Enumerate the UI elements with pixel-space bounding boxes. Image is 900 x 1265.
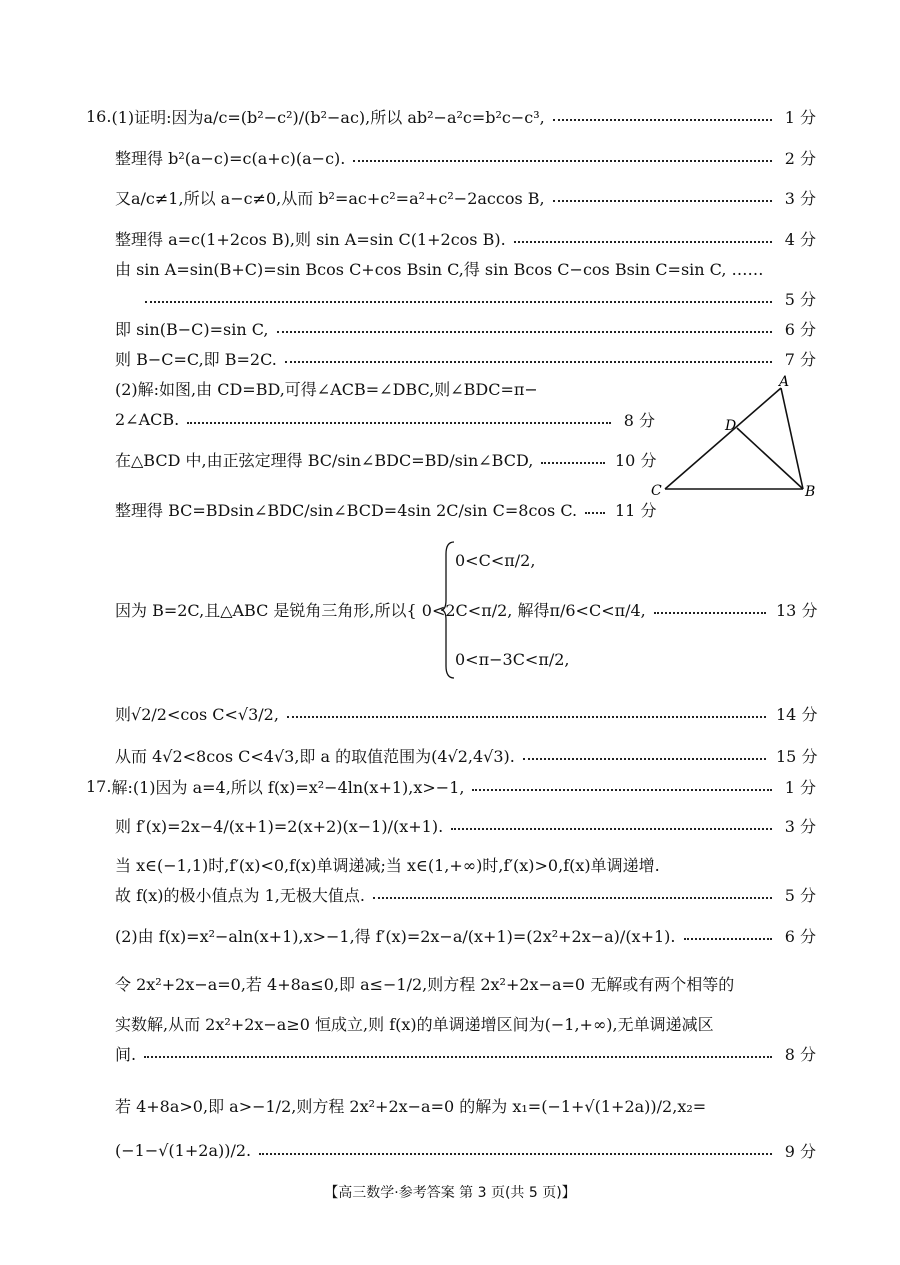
solution-text: 间. (115, 1044, 137, 1064)
solution-text: 即 sin(B−C)=sin C, (115, 319, 269, 339)
score-label: 6 分 (784, 926, 816, 946)
score-label: 5 分 (784, 885, 816, 905)
vertex-label-a: A (779, 374, 790, 390)
vertex-label-b: B (805, 484, 816, 500)
q16-line-8 (115, 343, 816, 373)
dot-leader (287, 716, 766, 718)
dot-leader (187, 422, 611, 424)
dot-leader (451, 828, 772, 830)
score-label: 3 分 (784, 816, 816, 836)
solution-text: 0<C<π/2, (455, 550, 536, 570)
score-label: 14 分 (776, 704, 818, 724)
side-ab (781, 388, 803, 489)
score-label: 8 分 (623, 410, 655, 430)
q16-line-6 (145, 283, 816, 313)
solution-text: 在△BCD 中,由正弦定理得 BC/sin∠BDC=BD/sin∠BCD, (115, 450, 534, 470)
vertex-label-c: C (651, 483, 662, 499)
q17-line-6 (115, 968, 816, 998)
score-label: 1 分 (784, 107, 816, 127)
solution-text: 若 4+8a>0,即 a>−1/2,则方程 2x²+2x−a=0 的解为 x₁=(−1+√(1+2a))/2,x₂= (115, 1096, 707, 1116)
triangle-figure (645, 372, 825, 507)
score-label: 8 分 (784, 1044, 816, 1064)
q16-line-3 (115, 182, 816, 212)
solution-text: 0<π−3C<π/2, (455, 649, 570, 669)
q16-line-4 (115, 223, 816, 253)
solution-text: 整理得 BC=BDsin∠BDC/sin∠BCD=4sin 2C/sin C=8cos C. (115, 500, 578, 520)
solution-text: 整理得 a=c(1+2cos B),则 sin A=sin C(1+2cos B). (115, 229, 506, 249)
q17-line-8 (115, 1038, 816, 1068)
q16-line-9 (115, 373, 655, 403)
dot-leader (353, 160, 772, 162)
q16-line-16 (115, 698, 816, 728)
q16-line-2 (115, 142, 816, 172)
score-label: 10 分 (615, 450, 657, 470)
dot-leader (585, 512, 605, 514)
score-label: 6 分 (784, 319, 816, 339)
q16-line-15 (455, 644, 755, 674)
solution-text: 故 f(x)的极小值点为 1,无极大值点. (115, 885, 365, 905)
dot-leader (144, 1056, 772, 1058)
score-label: 11 分 (615, 500, 657, 520)
q17-line-7 (115, 1008, 816, 1038)
solution-text: 当 x∈(−1,1)时,f′(x)<0,f(x)单调递减;当 x∈(1,+∞)时,f′(x)>0,f(x)单调递增. (115, 855, 660, 875)
q16-line-5 (115, 253, 816, 283)
dot-leader (259, 1153, 772, 1155)
q17-line-10 (115, 1135, 816, 1165)
q16-line-11 (115, 444, 655, 474)
solution-text: (2)由 f(x)=x²−aln(x+1),x>−1,得 f′(x)=2x−a/(x+1)=(2x²+2x−a)/(x+1). (115, 926, 676, 946)
dot-leader (145, 301, 772, 303)
solution-text: 解:(1)因为 a=4,所以 f(x)=x²−4ln(x+1),x>−1, (111, 777, 465, 797)
q16-line-13 (455, 545, 755, 575)
q17-line-3 (115, 849, 816, 879)
solution-text: 实数解,从而 2x²+2x−a≥0 恒成立,则 f(x)的单调递增区间为(−1,+∞),无单调递减区 (115, 1014, 714, 1034)
side-ca (665, 388, 781, 489)
q17-line-5 (115, 920, 816, 950)
q16-line-12 (115, 494, 655, 524)
dot-leader (553, 200, 772, 202)
segment-db (737, 428, 803, 489)
q17-line-1 (86, 771, 816, 801)
dot-leader (523, 758, 766, 760)
dot-leader (514, 241, 772, 243)
score-label: 9 分 (784, 1141, 816, 1161)
q16-line-14 (115, 594, 816, 624)
q17-line-9 (115, 1090, 816, 1120)
score-label: 4 分 (784, 229, 816, 249)
score-label: 15 分 (776, 746, 818, 766)
dot-leader (541, 462, 605, 464)
solution-text: 由 sin A=sin(B+C)=sin Bcos C+cos Bsin C,得 sin Bcos C−cos Bsin C=sin C, …… (115, 259, 764, 279)
score-label: 3 分 (784, 188, 816, 208)
dot-leader (277, 331, 773, 333)
solution-text: 则 B−C=C,即 B=2C. (115, 349, 277, 369)
question-number: 17. (86, 776, 112, 796)
dot-leader (654, 612, 766, 614)
score-label: 2 分 (784, 148, 816, 168)
score-label: 13 分 (776, 600, 818, 620)
solution-text: 从而 4√2<8cos C<4√3,即 a 的取值范围为(4√2,4√3). (115, 746, 515, 766)
q16-line-17 (115, 740, 816, 770)
brace-icon (440, 540, 456, 680)
solution-text: (−1−√(1+2a))/2. (115, 1140, 252, 1160)
q16-line-1 (86, 101, 816, 131)
solution-text: 2∠ACB. (115, 409, 180, 429)
page-footer: 【高三数学·参考答案 第 3 页(共 5 页)】 (324, 1185, 576, 1201)
solution-text: (1)证明:因为a/c=(b²−c²)/(b²−ac),所以 ab²−a²c=b²c−c³, (111, 107, 545, 127)
q17-line-4 (115, 879, 816, 909)
solution-text: 整理得 b²(a−c)=c(a+c)(a−c). (115, 148, 346, 168)
q16-line-10 (115, 404, 655, 434)
dot-leader (285, 361, 772, 363)
solution-text: 则 f′(x)=2x−4/(x+1)=2(x+2)(x−1)/(x+1). (115, 816, 444, 836)
q17-line-2 (115, 810, 816, 840)
score-label: 7 分 (784, 349, 816, 369)
dot-leader (373, 897, 772, 899)
dot-leader (472, 789, 772, 791)
score-label: 5 分 (784, 289, 816, 309)
solution-text: 则√2/2<cos C<√3/2, (115, 704, 279, 724)
solution-text: 令 2x²+2x−a=0,若 4+8a≤0,即 a≤−1/2,则方程 2x²+2x−a=0 无解或有两个相等的 (115, 974, 735, 994)
q16-line-7 (115, 313, 816, 343)
dot-leader (553, 119, 772, 121)
vertex-label-d: D (725, 418, 737, 434)
score-label: 1 分 (784, 777, 816, 797)
solution-text: 因为 B=2C,且△ABC 是锐角三角形,所以{ 0<2C<π/2, 解得π/6<C<π/4, (115, 600, 646, 620)
solution-text: (2)解:如图,由 CD=BD,可得∠ACB=∠DBC,则∠BDC=π− (115, 379, 538, 399)
solution-text: 又a/c≠1,所以 a−c≠0,从而 b²=ac+c²=a²+c²−2accos B, (115, 188, 545, 208)
dot-leader (684, 938, 773, 940)
question-number: 16. (86, 106, 112, 126)
